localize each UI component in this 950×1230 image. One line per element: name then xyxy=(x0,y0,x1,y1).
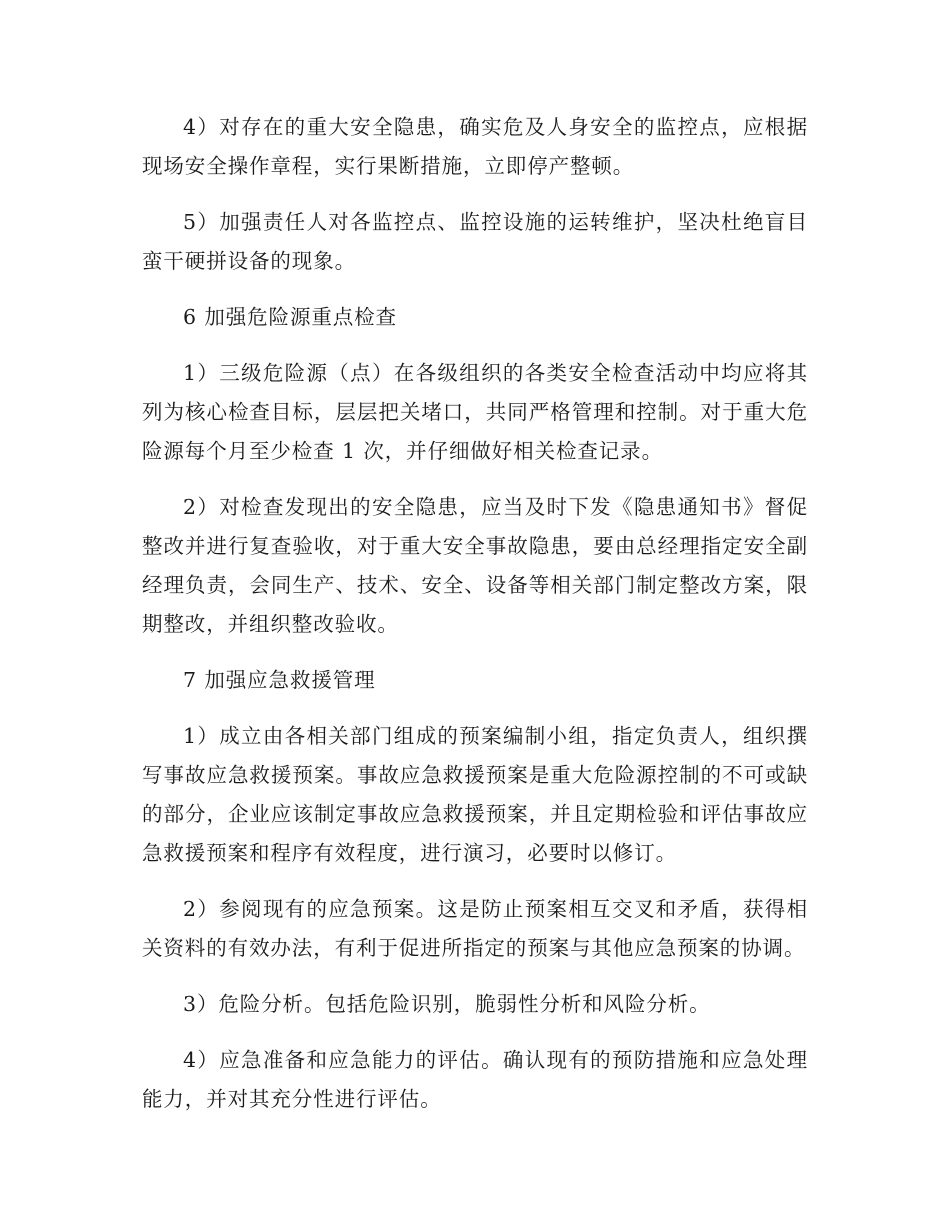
paragraph-inspection-item-2: 2）对检查发现出的安全隐患，应当及时下发《隐患通知书》督促整改并进行复查验收，对于重大安全事故隐患，要由总经理指定安全副经理负责，会同生产、技术、安全、设备等相关部门制定整改方案，限期整改，并组织整改验收。 xyxy=(142,495,808,636)
paragraph-emergency-item-2: 2）参阅现有的应急预案。这是防止预案相互交叉和矛盾，获得相关资料的有效办法，有利于促进所指定的预案与其他应急预案的协调。 xyxy=(142,897,808,960)
paragraph-emergency-item-3: 3）危险分析。包括危险识别，脆弱性分析和风险分析。 xyxy=(183,992,711,1016)
paragraph-monitoring-item-5: 5）加强责任人对各监控点、监控设施的运转维护，坚决杜绝盲目蛮干硬拼设备的现象。 xyxy=(142,210,808,273)
section-heading-7: 7 加强应急救援管理 xyxy=(183,668,376,692)
paragraph-monitoring-item-4: 4）对存在的重大安全隐患，确实危及人身安全的监控点，应根据现场安全操作章程，实行果断措施，立即停产整顿。 xyxy=(142,115,808,178)
paragraph-inspection-item-1: 1）三级危险源（点）在各级组织的各类安全检查活动中均应将其列为核心检查目标，层层把关堵口，共同严格管理和控制。对于重大危险源每个月至少检查 1 次，并仔细做好相关检查记录。 xyxy=(142,361,808,463)
paragraph-emergency-item-1: 1）成立由各相关部门组成的预案编制小组，指定负责人，组织撰写事故应急救援预案。事故应急救援预案是重大危险源控制的不可或缺的部分，企业应该制定事故应急救援预案，并且定期检验和评估事故应急救援预案和程序有效程度，进行演习，必要时以修订。 xyxy=(142,724,808,865)
paragraph-emergency-item-4: 4）应急准备和应急能力的评估。确认现有的预防措施和应急处理能力，并对其充分性进行评估。 xyxy=(142,1048,808,1111)
section-heading-6: 6 加强危险源重点检查 xyxy=(183,305,397,329)
document-body xyxy=(142,108,808,1136)
